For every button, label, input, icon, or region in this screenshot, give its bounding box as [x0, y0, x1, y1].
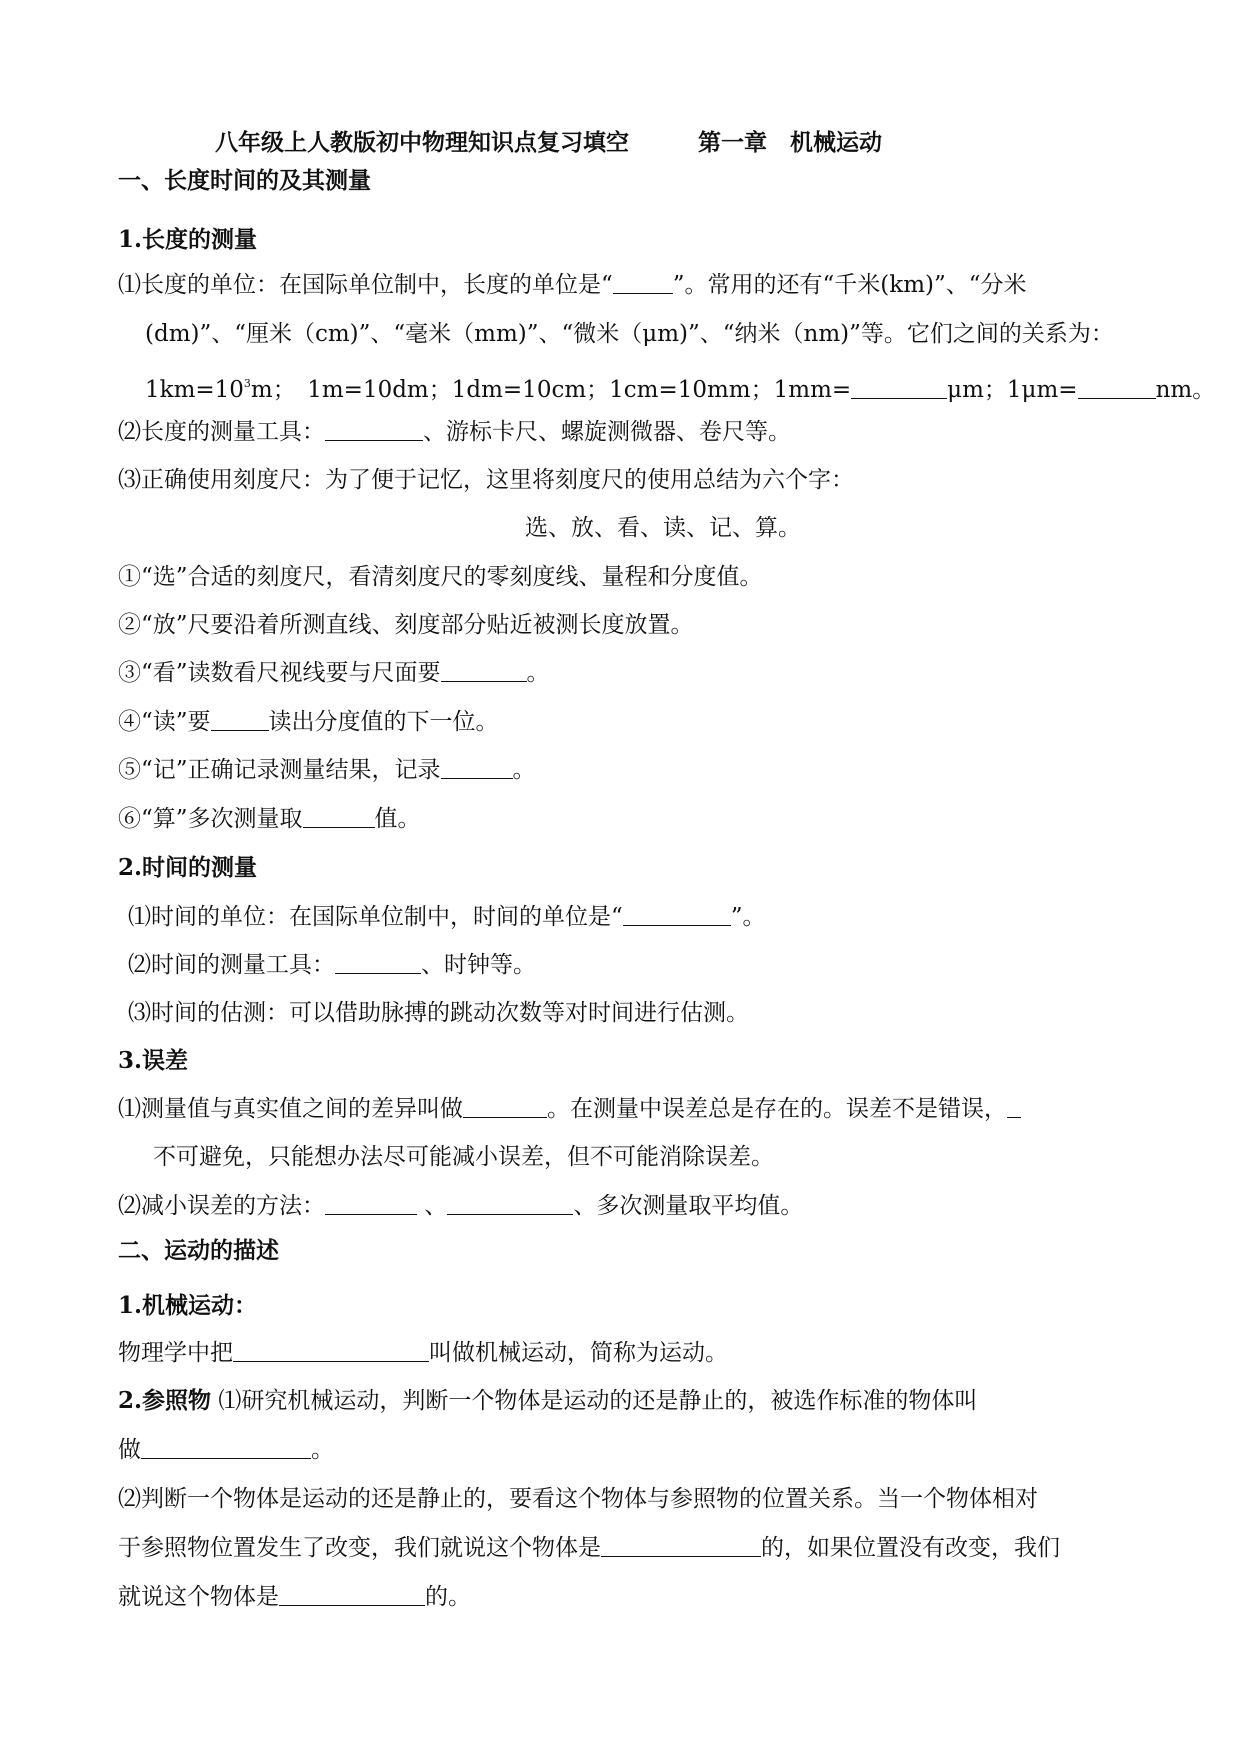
text-line: ⑶时间的估测：可以借助脉搏的跳动次数等对时间进行估测。	[128, 1000, 749, 1026]
text-line: ⑴测量值与真实值之间的差异叫做 。在测量中误差总是存在的。误差不是错误，	[118, 1093, 1021, 1125]
answer-blank[interactable]	[463, 1095, 547, 1118]
text-line: ⑵长度的测量工具： 、游标卡尺、螺旋测微器、卷尺等。	[118, 419, 791, 445]
text-line: ⑴时间的单位：在国际单位制中，时间的单位是“ ”。	[128, 904, 766, 930]
answer-blank[interactable]	[441, 659, 527, 682]
subheading-length: 1.长度的测量	[118, 226, 258, 253]
text-line: $1km=10^3m$； 1m=10dm；1dm=10cm；1cm=10mm；1mm= μm；1μm= nm。	[145, 377, 1216, 403]
answer-blank[interactable]	[303, 805, 375, 828]
answer-blank[interactable]	[141, 1436, 311, 1459]
answer-blank[interactable]	[233, 1339, 429, 1362]
answer-blank[interactable]	[211, 708, 269, 731]
subheading-mechanical-motion: 1.机械运动：	[118, 1292, 258, 1319]
answer-blank[interactable]	[441, 756, 513, 779]
subheading-error: 3.误差	[118, 1047, 189, 1074]
answer-blank[interactable]	[613, 271, 673, 294]
text-line: ⑵时间的测量工具： 、时钟等。	[128, 952, 536, 978]
text-line: 选、放、看、读、记、算。	[525, 515, 801, 541]
section-heading-1: 一、长度时间的及其测量	[118, 167, 371, 194]
text-line: 物理学中把 叫做机械运动，简称为运动。	[118, 1340, 728, 1366]
text-line: 做 。	[118, 1437, 334, 1463]
answer-blank[interactable]	[335, 951, 421, 974]
answer-blank[interactable]	[325, 418, 423, 441]
section-heading-2: 二、运动的描述	[118, 1237, 279, 1264]
text-line: ⑶正确使用刻度尺：为了便于记忆，这里将刻度尺的使用总结为六个字：	[118, 467, 854, 493]
text-line: ②“放”尺要沿着所测直线、刻度部分贴近被测长度放置。	[118, 612, 694, 638]
answer-blank[interactable]	[851, 376, 947, 399]
text-line: 就说这个物体是 的。	[118, 1584, 471, 1610]
text-line: 2.参照物 ⑴研究机械运动，判断一个物体是运动的还是静止的，被选作标准的物体叫	[118, 1387, 978, 1414]
answer-blank[interactable]	[601, 1534, 761, 1557]
answer-blank[interactable]	[623, 903, 731, 926]
answer-blank[interactable]	[447, 1192, 573, 1215]
text-line: 于参照物位置发生了改变，我们就说这个物体是 的，如果位置没有改变，我们	[118, 1535, 1060, 1561]
answer-blank[interactable]	[1007, 1095, 1021, 1118]
text-line: ⑵减小误差的方法： 、 、多次测量取平均值。	[118, 1193, 804, 1219]
answer-blank[interactable]	[279, 1583, 425, 1606]
text-line: ⑴长度的单位：在国际单位制中，长度的单位是“ ”。常用的还有“千米(km)”、“分米	[118, 272, 1027, 298]
subheading-reference: 2.参照物	[118, 1387, 212, 1414]
text-line: ⑥“算”多次测量取 值。	[118, 806, 421, 832]
answer-blank[interactable]	[1078, 376, 1156, 399]
text-line: 不可避免，只能想办法尽可能减小误差，但不可能消除误差。	[153, 1144, 774, 1170]
text-line: ③“看”读数看尺视线要与尺面要 。	[118, 660, 550, 686]
text-line: (dm)”、“厘米（cm)”、“毫米（mm)”、“微米（μm)”、“纳米（nm)”等。它们之间的关系为：	[145, 321, 1114, 347]
answer-blank[interactable]	[325, 1192, 417, 1215]
text-line: ④“读”要 读出分度值的下一位。	[118, 709, 499, 735]
text-line: ⑵判断一个物体是运动的还是静止的，要看这个物体与参照物的位置关系。当一个物体相对	[118, 1486, 1038, 1512]
text-line: ⑤“记”正确记录测量结果，记录 。	[118, 757, 536, 783]
page-title: 八年级上人教版初中物理知识点复习填空 第一章 机械运动	[215, 129, 882, 156]
subheading-time: 2.时间的测量	[118, 854, 258, 881]
text-line: ①“选”合适的刻度尺，看清刻度尺的零刻度线、量程和分度值。	[118, 564, 763, 590]
